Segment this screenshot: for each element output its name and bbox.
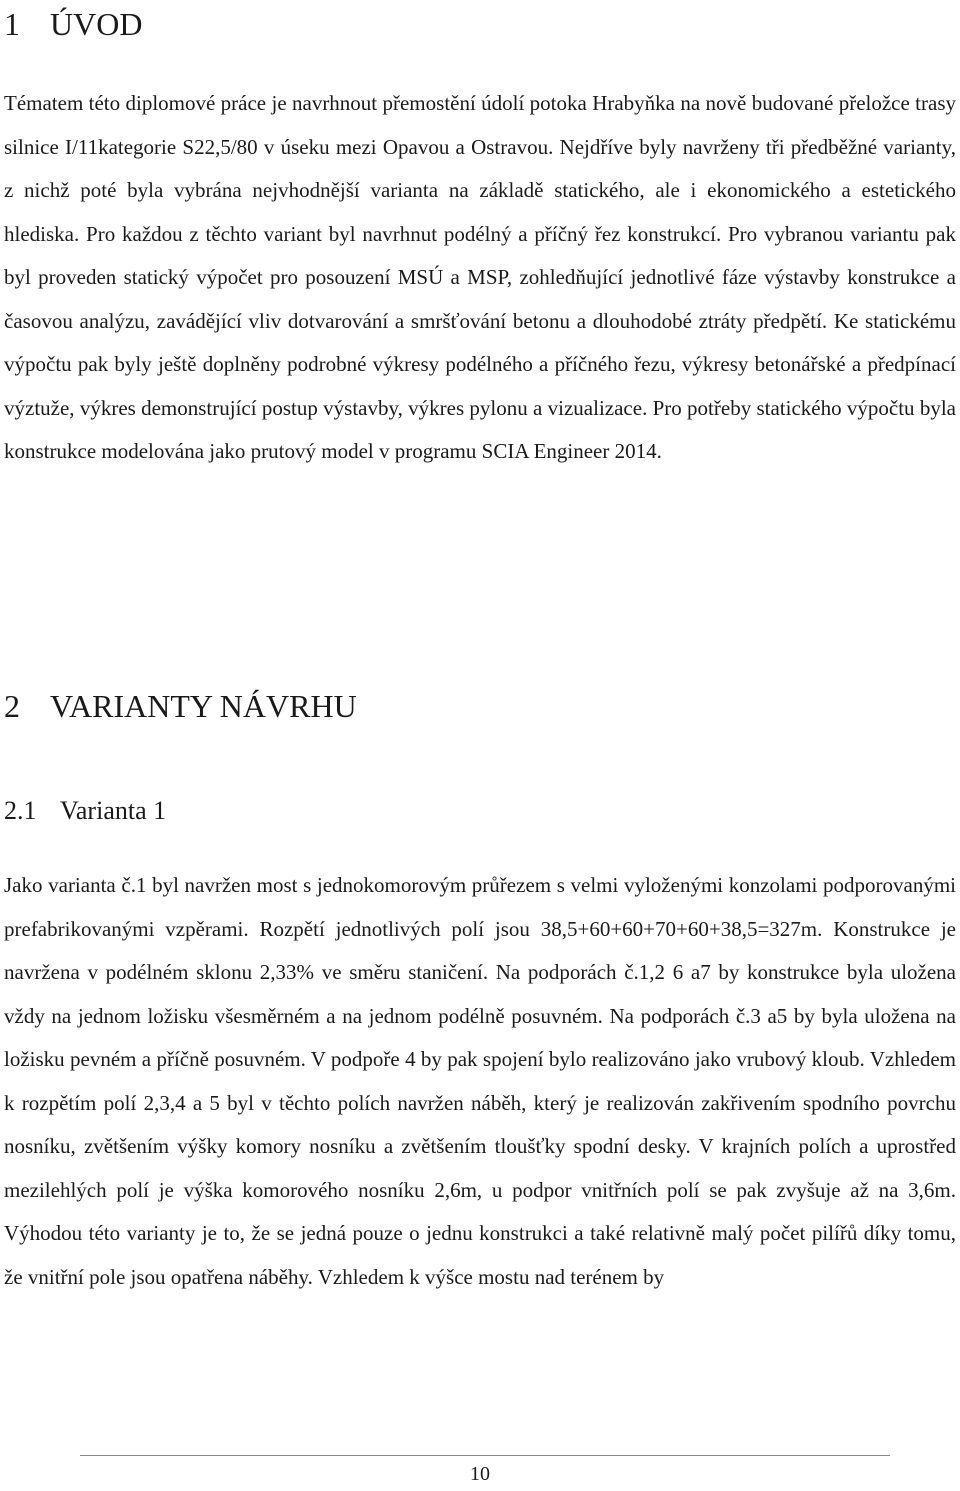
heading-varianta-1 — [4, 794, 166, 828]
page-number: 10 — [470, 1463, 490, 1485]
heading-number: 2 — [4, 688, 20, 724]
heading-varianty-navrhu — [4, 686, 357, 726]
heading-uvod — [4, 4, 142, 44]
heading-number: 1 — [4, 6, 20, 42]
footer-divider — [80, 1455, 890, 1456]
paragraph-varianta-1: Jako varianta č.1 byl navržen most s jednokomorovým průřezem s velmi vyloženými konzolami podporovanými prefabrikovanými vzpěrami. Rozpětí jednotlivých polí jsou 38,5+60+60+70+60+38,5=327m. Konstrukce je navržena v podélném sklonu 2,33% ve směru staničení. Na podporách č.1,2 6 a7 by konstrukce byla uložena vždy na jednom ložisku všesměrném a na jednom podélně posuvném. Na podporách č.3 a5 by byla uložena na ložisku pevném a příčně posuvném. V podpoře 4 by pak spojení bylo realizováno jako vrubový kloub. Vzhledem k rozpětím polí 2,3,4 a 5 byl v těchto polích navržen náběh, který je realizován zakřivením spodního povrchu nosníku, zvětšením výšky komory nosníku a zvětšením tloušťky spodní desky. V krajních polích a uprostřed mezilehlých polí je výška komorového nosníku 2,6m, u podpor vnitřních polí se pak zvyšuje až na 3,6m. Výhodou této varianty je to, že se jedná pouze o jednu konstrukci a také relativně malý počet pilířů díky tomu, že vnitřní pole jsou opatřena náběhy. Vzhledem k výšce mostu nad terénem by — [4, 873, 956, 1289]
paragraph-uvod: Tématem této diplomové práce je navrhnout přemostění údolí potoka Hrabyňka na nově budované přeložce trasy silnice I/11kategorie S22,5/80 v úseku mezi Opavou a Ostravou. Nejdříve byly navrženy tři předběžné varianty, z nichž poté byla vybrána nejvhodnější varianta na základě statického, ale i ekonomického a estetického hlediska. Pro každou z těchto variant byl navrhnut podélný a příčný řez konstrukcí. Pro vybranou variantu pak byl proveden statický výpočet pro posouzení MSÚ a MSP, zohledňující jednotlivé fáze výstavby konstrukce a časovou analýzu, zavádějící vliv dotvarování a smršťování betonu a dlouhodobé ztráty předpětí. Ke statickému výpočtu pak byly ještě doplněny podrobné výkresy podélného a příčného řezu, výkresy betonářské a předpínací výztuže, výkres demonstrující postup výstavby, výkres pylonu a vizualizace. Pro potřeby statického výpočtu byla konstrukce modelována jako prutový model v programu SCIA Engineer 2014. — [4, 91, 956, 463]
heading-title: VARIANTY NÁVRHU — [50, 688, 357, 724]
heading-number: 2.1 — [4, 796, 37, 825]
heading-title: ÚVOD — [50, 6, 143, 42]
heading-title: Varianta 1 — [60, 796, 167, 825]
